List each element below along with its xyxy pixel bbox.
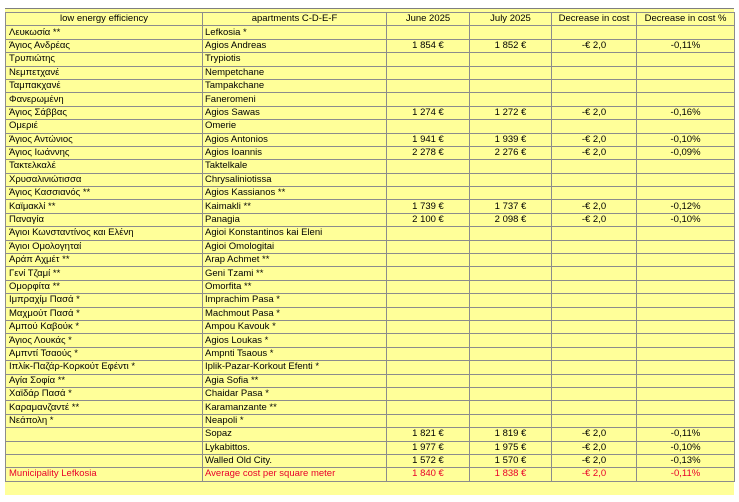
table-row (6, 187, 735, 200)
table-row (6, 173, 735, 186)
table-cell[interactable]: Agia Sofia ** (203, 374, 387, 387)
table-cell[interactable]: Agioi Konstantinos kai Eleni (203, 227, 387, 240)
table-cell[interactable]: Iplik-Pazar-Korkout Efenti * (203, 361, 387, 374)
table-cell[interactable] (470, 307, 552, 320)
table-cell[interactable] (470, 120, 552, 133)
table-cell[interactable]: Ιμπραχίμ Πασά * (6, 294, 203, 307)
table-cell[interactable] (387, 120, 470, 133)
table-cell[interactable]: Ταμπακχανέ (6, 79, 203, 92)
table-cell[interactable] (470, 53, 552, 66)
table-cell[interactable]: Walled Old City. (203, 454, 387, 467)
table-row (6, 227, 735, 240)
table-cell[interactable] (387, 347, 470, 360)
table-cell[interactable] (552, 334, 637, 347)
table-cell[interactable]: Tampakchane (203, 79, 387, 92)
table-cell[interactable]: Taktelkale (203, 160, 387, 173)
table-cell[interactable]: Λευκωσία ** (6, 26, 203, 39)
table-cell[interactable]: -€ 2,0 (552, 133, 637, 146)
table-row (6, 428, 735, 441)
table-cell[interactable]: Agios Sawas (203, 106, 387, 119)
table-cell[interactable] (470, 187, 552, 200)
table-cell[interactable]: Νεμπετχανέ (6, 66, 203, 79)
table-cell[interactable] (637, 347, 735, 360)
table-row (6, 26, 735, 39)
table-row (6, 66, 735, 79)
table-cell[interactable]: 1 854 € (387, 39, 470, 52)
table-cell[interactable] (637, 267, 735, 280)
table-row (6, 441, 735, 454)
table-cell[interactable]: -0,10% (637, 133, 735, 146)
table-cell[interactable] (637, 414, 735, 427)
table-cell[interactable] (387, 173, 470, 186)
table-cell[interactable] (637, 93, 735, 106)
table-cell[interactable] (470, 347, 552, 360)
table-cell[interactable]: Chaidar Pasa * (203, 387, 387, 400)
table-cell[interactable] (470, 334, 552, 347)
table-cell[interactable] (637, 227, 735, 240)
table-cell[interactable] (387, 280, 470, 293)
table-cell[interactable] (387, 267, 470, 280)
table-cell[interactable] (470, 387, 552, 400)
table-cell[interactable]: Άγιος Ανδρέας (6, 39, 203, 52)
table-cell[interactable]: Τακτελκαλέ (6, 160, 203, 173)
table-row (6, 307, 735, 320)
table-cell[interactable]: 1 852 € (470, 39, 552, 52)
table-cell[interactable]: -0,13% (637, 454, 735, 467)
table-cell[interactable]: Omerie (203, 120, 387, 133)
table-row (6, 240, 735, 253)
table-cell[interactable] (552, 414, 637, 427)
table-cell[interactable] (637, 334, 735, 347)
table-cell[interactable]: Καϊμακλί ** (6, 200, 203, 213)
table-cell[interactable]: Sopaz (203, 428, 387, 441)
table-cell[interactable] (637, 320, 735, 333)
table-cell[interactable]: Ομεριέ (6, 120, 203, 133)
table-row (6, 347, 735, 360)
table-cell[interactable]: -€ 2,0 (552, 146, 637, 159)
table-cell[interactable] (637, 26, 735, 39)
table-cell[interactable] (387, 53, 470, 66)
table-cell[interactable] (387, 254, 470, 267)
table-cell[interactable] (470, 280, 552, 293)
table-cell[interactable]: Average cost per square meter (203, 468, 387, 481)
table-cell[interactable]: Άγιοι Ομολογηταί (6, 240, 203, 253)
table-cell[interactable] (637, 387, 735, 400)
table-cell[interactable] (637, 307, 735, 320)
table-cell[interactable] (552, 240, 637, 253)
table-row (6, 320, 735, 333)
table-cell[interactable]: Arap Achmet ** (203, 254, 387, 267)
table-cell[interactable] (470, 267, 552, 280)
table-cell[interactable]: -0,11% (637, 468, 735, 481)
table-cell[interactable]: Μαχμούτ Πασά * (6, 307, 203, 320)
table-cell[interactable] (470, 173, 552, 186)
table-cell[interactable] (637, 374, 735, 387)
table-cell[interactable] (470, 414, 552, 427)
table-cell[interactable] (387, 79, 470, 92)
table-row (6, 280, 735, 293)
table-cell[interactable]: -0,11% (637, 428, 735, 441)
table-cell[interactable]: Καραμανζαντέ ** (6, 401, 203, 414)
table-cell[interactable] (552, 93, 637, 106)
table-body (6, 13, 735, 482)
table-cell[interactable] (470, 227, 552, 240)
table-cell[interactable] (470, 160, 552, 173)
table-cell[interactable]: -€ 2,0 (552, 468, 637, 481)
table-cell[interactable]: Τρυπιώτης (6, 53, 203, 66)
table-cell[interactable]: Νεάπολη * (6, 414, 203, 427)
table-cell[interactable]: 1 941 € (387, 133, 470, 146)
table-cell[interactable]: Αμπού Καβούκ * (6, 320, 203, 333)
table-cell[interactable]: Άγιος Αντώνιος (6, 133, 203, 146)
table-cell[interactable] (470, 79, 552, 92)
table-cell[interactable] (552, 254, 637, 267)
table-cell[interactable] (387, 401, 470, 414)
table-row (6, 374, 735, 387)
table-row (6, 454, 735, 467)
table-cell[interactable]: 2 098 € (470, 213, 552, 226)
table-cell[interactable]: Παναγία (6, 213, 203, 226)
table-cell[interactable] (552, 320, 637, 333)
table-cell[interactable]: Άγιος Κασσιανός ** (6, 187, 203, 200)
table-cell[interactable]: Αμπντί Τσαούς * (6, 347, 203, 360)
table-cell[interactable]: Agios Kassianos ** (203, 187, 387, 200)
table-cell[interactable] (470, 254, 552, 267)
table-cell[interactable] (387, 66, 470, 79)
table-cell[interactable]: Karamanzante ** (203, 401, 387, 414)
table-cell[interactable] (387, 374, 470, 387)
table-cell[interactable] (470, 66, 552, 79)
table-cell[interactable]: -0,09% (637, 146, 735, 159)
table-row (6, 414, 735, 427)
table-cell[interactable] (387, 294, 470, 307)
table-cell[interactable]: 2 100 € (387, 213, 470, 226)
table-row (6, 120, 735, 133)
table-cell[interactable] (552, 280, 637, 293)
table-cell[interactable] (637, 240, 735, 253)
table-row (6, 79, 735, 92)
table-cell[interactable]: 1 821 € (387, 428, 470, 441)
table-cell[interactable]: -0,11% (637, 39, 735, 52)
table-cell[interactable]: 1 739 € (387, 200, 470, 213)
table-cell[interactable] (387, 361, 470, 374)
table-cell[interactable] (387, 387, 470, 400)
header-cell[interactable]: July 2025 (470, 13, 552, 26)
table-cell[interactable] (387, 334, 470, 347)
table-cell[interactable] (552, 361, 637, 374)
table-cell[interactable] (552, 387, 637, 400)
table-cell[interactable]: 1 819 € (470, 428, 552, 441)
table-cell[interactable] (552, 374, 637, 387)
table-cell[interactable]: Imprachim Pasa * (203, 294, 387, 307)
table-cell[interactable] (387, 414, 470, 427)
table-cell[interactable]: Trypiotis (203, 53, 387, 66)
table-cell[interactable]: 1 572 € (387, 454, 470, 467)
table-cell[interactable] (552, 173, 637, 186)
table-row (6, 213, 735, 226)
table-cell[interactable]: -€ 2,0 (552, 441, 637, 454)
table-row (6, 146, 735, 159)
table-cell[interactable] (470, 294, 552, 307)
table-cell[interactable]: -0,10% (637, 441, 735, 454)
table-cell[interactable]: -€ 2,0 (552, 454, 637, 467)
table-cell[interactable] (637, 187, 735, 200)
header-cell[interactable]: Decrease in cost % (637, 13, 735, 26)
table-cell[interactable] (552, 347, 637, 360)
table-cell[interactable]: 1 977 € (387, 441, 470, 454)
table-cell[interactable]: Χρυσαλινιώτισσα (6, 173, 203, 186)
table-cell[interactable] (387, 26, 470, 39)
table-cell[interactable]: 1 274 € (387, 106, 470, 119)
table-cell[interactable] (387, 93, 470, 106)
table-cell[interactable]: Panagia (203, 213, 387, 226)
table-cell[interactable] (637, 401, 735, 414)
table-cell[interactable]: Agioi Omologitai (203, 240, 387, 253)
table-cell[interactable] (637, 173, 735, 186)
table-cell[interactable] (387, 320, 470, 333)
table-cell[interactable] (387, 160, 470, 173)
table-cell[interactable]: Γενί Τζαμί ** (6, 267, 203, 280)
table-cell[interactable] (387, 307, 470, 320)
table-cell[interactable]: -€ 2,0 (552, 106, 637, 119)
table-cell[interactable]: Faneromeni (203, 93, 387, 106)
table-row (6, 387, 735, 400)
table-cell[interactable]: 1 939 € (470, 133, 552, 146)
table-cell[interactable]: Άγιος Λουκάς * (6, 334, 203, 347)
table-row (6, 93, 735, 106)
table-cell[interactable] (637, 160, 735, 173)
table-cell[interactable]: 1 838 € (470, 468, 552, 481)
table-cell[interactable] (470, 240, 552, 253)
table-cell[interactable]: Agios Andreas (203, 39, 387, 52)
table-cell[interactable]: Agios Loukas * (203, 334, 387, 347)
table-cell[interactable]: Kaimakli ** (203, 200, 387, 213)
table-cell[interactable] (552, 307, 637, 320)
table-cell[interactable]: 2 276 € (470, 146, 552, 159)
spreadsheet (5, 8, 734, 495)
table-cell[interactable] (637, 53, 735, 66)
table-cell[interactable]: Ampnti Tsaous * (203, 347, 387, 360)
table-cell[interactable]: Omorfita ** (203, 280, 387, 293)
table-cell[interactable] (637, 254, 735, 267)
table-cell[interactable] (470, 93, 552, 106)
table-cell[interactable] (470, 361, 552, 374)
table-cell[interactable] (552, 120, 637, 133)
table-cell[interactable] (6, 428, 203, 441)
table-cell[interactable]: Municipality Lefkosia (6, 468, 203, 481)
header-row (6, 13, 735, 26)
table-cell[interactable]: Φανερωμένη (6, 93, 203, 106)
table-cell[interactable] (6, 454, 203, 467)
table-cell[interactable] (470, 401, 552, 414)
table-cell[interactable]: Αγία Σοφία ** (6, 374, 203, 387)
table-row (6, 401, 735, 414)
table-cell[interactable]: Chrysaliniotissa (203, 173, 387, 186)
table-cell[interactable]: Ampou Kavouk * (203, 320, 387, 333)
table-cell[interactable]: Χαϊδάρ Πασά * (6, 387, 203, 400)
table-row (6, 160, 735, 173)
footer-row (6, 468, 735, 481)
table-cell[interactable]: 1 570 € (470, 454, 552, 467)
table-cell[interactable]: Άγιος Ιωάννης (6, 146, 203, 159)
header-cell[interactable]: Decrease in cost (552, 13, 637, 26)
table-row (6, 39, 735, 52)
table-cell[interactable] (387, 227, 470, 240)
table-cell[interactable] (637, 120, 735, 133)
header-cell[interactable]: apartments C-D-E-F (203, 13, 387, 26)
table-cell[interactable] (552, 66, 637, 79)
table-cell[interactable] (552, 26, 637, 39)
table-cell[interactable] (552, 79, 637, 92)
table-row (6, 133, 735, 146)
table-cell[interactable] (6, 441, 203, 454)
table-cell[interactable]: -€ 2,0 (552, 213, 637, 226)
table-cell[interactable]: Agios Ioannis (203, 146, 387, 159)
table-cell[interactable] (552, 401, 637, 414)
header-cell[interactable]: low energy efficiency (6, 13, 203, 26)
table-cell[interactable] (470, 26, 552, 39)
table-cell[interactable]: 2 278 € (387, 146, 470, 159)
table-cell[interactable]: Ομορφίτα ** (6, 280, 203, 293)
table-cell[interactable] (552, 227, 637, 240)
table-row (6, 334, 735, 347)
table-cell[interactable]: 1 840 € (387, 468, 470, 481)
table-cell[interactable]: Neapoli * (203, 414, 387, 427)
table-row (6, 106, 735, 119)
table-cell[interactable]: Lykabittos. (203, 441, 387, 454)
table-cell[interactable]: 1 737 € (470, 200, 552, 213)
table-cell[interactable]: -0,12% (637, 200, 735, 213)
table-cell[interactable] (387, 187, 470, 200)
table-row (6, 254, 735, 267)
table-row (6, 200, 735, 213)
table-cell[interactable]: -€ 2,0 (552, 39, 637, 52)
table-cell[interactable]: Άγιοι Κωνσταντίνος και Ελένη (6, 227, 203, 240)
table-cell[interactable]: Machmout Pasa * (203, 307, 387, 320)
table-cell[interactable] (387, 240, 470, 253)
table-cell[interactable]: -0,10% (637, 213, 735, 226)
table-cell[interactable]: Άγιος Σάββας (6, 106, 203, 119)
table-cell[interactable]: -0,16% (637, 106, 735, 119)
table-cell[interactable] (470, 320, 552, 333)
table-row (6, 361, 735, 374)
table-cell[interactable] (470, 374, 552, 387)
table-row (6, 53, 735, 66)
table-cell[interactable] (552, 160, 637, 173)
table-cell[interactable] (637, 361, 735, 374)
table-cell[interactable]: Agios Antonios (203, 133, 387, 146)
table-cell[interactable]: Geni Tzami ** (203, 267, 387, 280)
table-cell[interactable] (637, 280, 735, 293)
table-cell[interactable] (552, 294, 637, 307)
table-cell[interactable] (552, 187, 637, 200)
table-cell[interactable]: 1 272 € (470, 106, 552, 119)
table-cell[interactable] (552, 53, 637, 66)
table-cell[interactable]: Lefkosia * (203, 26, 387, 39)
table-cell[interactable]: 1 975 € (470, 441, 552, 454)
table-cell[interactable] (637, 79, 735, 92)
table-row (6, 294, 735, 307)
table-cell[interactable]: Nempetchane (203, 66, 387, 79)
table-cell[interactable]: -€ 2,0 (552, 200, 637, 213)
cost-table (5, 12, 735, 482)
table-cell[interactable] (637, 294, 735, 307)
table-cell[interactable]: Ιπλίκ-Παζάρ-Κορκούτ Εφέντι * (6, 361, 203, 374)
table-cell[interactable]: -€ 2,0 (552, 428, 637, 441)
table-row (6, 267, 735, 280)
table-cell[interactable]: Αράπ Αχμέτ ** (6, 254, 203, 267)
table-cell[interactable] (552, 267, 637, 280)
table-cell[interactable] (637, 66, 735, 79)
header-cell[interactable]: June 2025 (387, 13, 470, 26)
